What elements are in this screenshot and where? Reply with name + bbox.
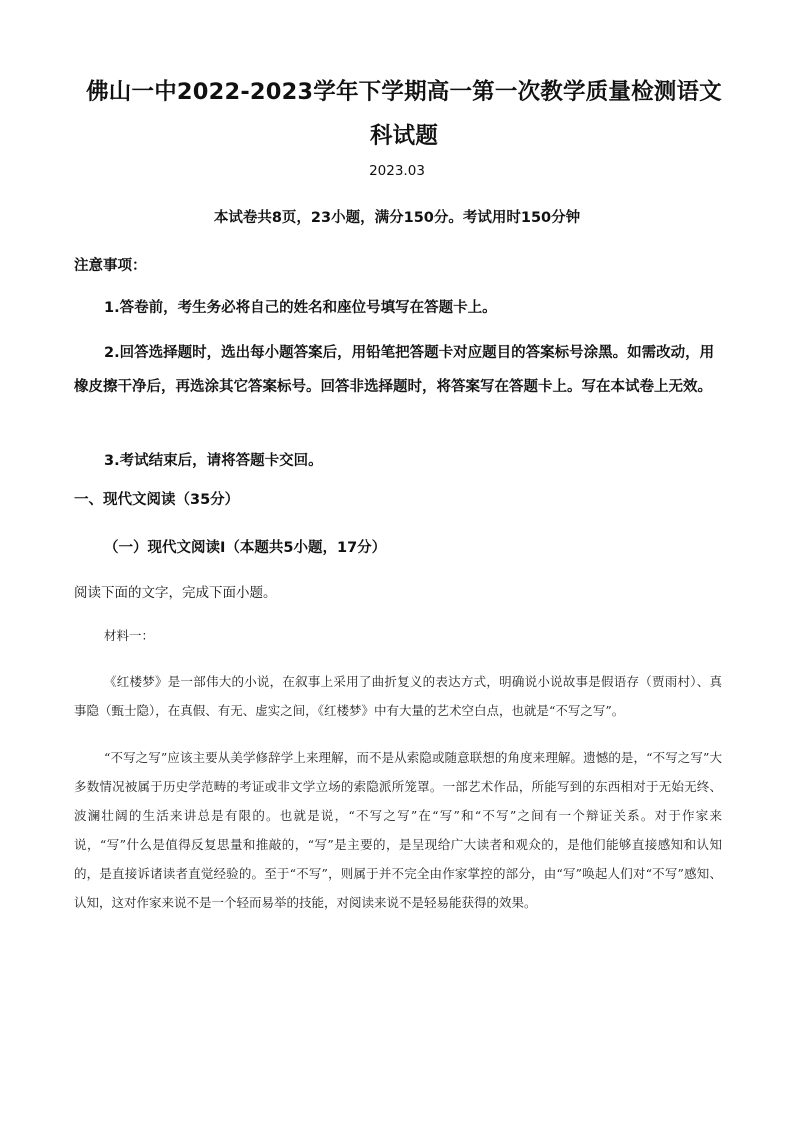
material-label: 材料一： xyxy=(104,628,155,643)
exam-date: 2023.03 xyxy=(369,163,425,179)
subsection-heading: （一）现代文阅读Ⅰ（本题共5小题，17分） xyxy=(104,540,387,556)
body-paragraph: “不写之写”应该主要从美学修辞学上来理解，而不是从索隐或随意联想的角度来理解。遗憾的是，“不写之写”大多数情况被属于历史学范畴的考证或非文学立场的索隐派所笼罩。一部艺术作品，所能写到的东西相对于无始无终、波澜壮阔的生活来讲总是有限的。也就是说，“不写之写”在“写”和“不写”之间有一个辩证关系。对于作家来说，“写”什么是值得反复思量和推敲的，“写”是主要的，是呈现给广大读者和观众的，是他们能够直接感知和认知的，是直接诉诸读者直觉经验的。至于“不写”，则属于并不完全由作家掌控的部分，由“写”唤起人们对“不写”感知、认知，这对作家来说不是一个轻而易举的技能，对阅读来说不是轻易能获得的效果。 xyxy=(74,750,722,910)
reading-instruction: 阅读下面的文字，完成下面小题。 xyxy=(74,585,277,601)
notice-label: 注意事项： xyxy=(74,258,147,274)
body-paragraph: 《红楼梦》是一部伟大的小说，在叙事上采用了曲折复义的表达方式，明确说小说故事是假语存（贾雨村）、真事隐（甄士隐），在真假、有无、虚实之间，《红楼梦》中有大量的艺术空白点，也就是“不写之写”。 xyxy=(74,674,722,718)
note-item: 3.考试结束后，请将答题卡交回。 xyxy=(104,453,323,469)
section-heading: 一、现代文阅读（35分） xyxy=(74,492,240,508)
note-item: 1.答卷前，考生务必将自己的姓名和座位号填写在答题卡上。 xyxy=(104,300,497,316)
exam-info: 本试卷共8页，23小题，满分150分。考试用时150分钟 xyxy=(213,210,581,226)
note-item: 2.回答选择题时，选出每小题答案后，用铅笔把答题卡对应题目的答案标号涂黑。如需改动，用橡皮擦干净后，再选涂其它答案标号。回答非选择题时，将答案写在答题卡上。写在本试卷上无效。 xyxy=(74,345,715,395)
document-title: 佛山一中2022-2023学年下学期高一第一次教学质量检测语文科试题 xyxy=(86,79,722,149)
